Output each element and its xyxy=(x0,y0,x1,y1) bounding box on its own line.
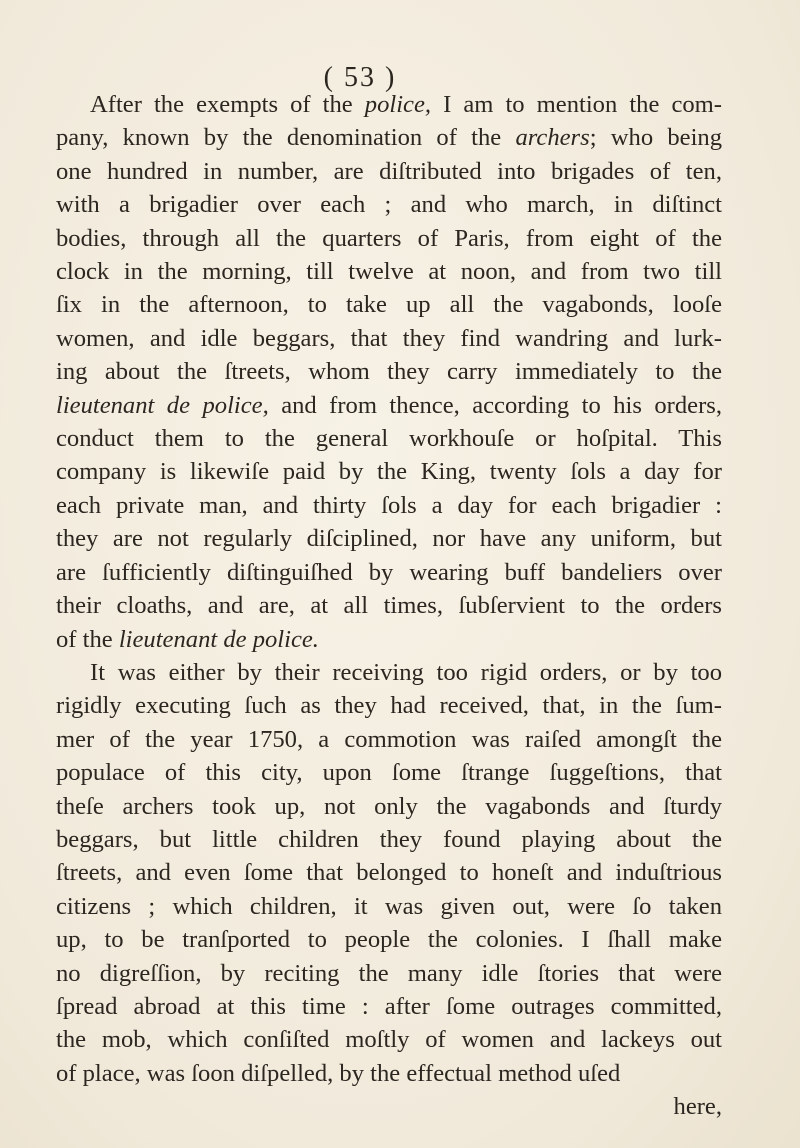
text-run: mer of the year 1750, a commotion was raiſed amongſt the xyxy=(56,725,722,753)
text-line xyxy=(56,422,722,455)
text-line xyxy=(56,255,722,288)
text-run: conduct them to the general workhouſe or hoſpital. This xyxy=(56,425,722,453)
text-line xyxy=(56,990,722,1023)
text-line xyxy=(56,88,722,121)
text-line xyxy=(56,355,722,388)
text-line xyxy=(56,589,722,622)
text-line xyxy=(56,1057,722,1090)
text-run: no digreſſion, by reciting the many idle ſtories that were xyxy=(56,959,722,987)
text-run: I am to mention the com- xyxy=(431,91,722,118)
page-number: ( 53 ) xyxy=(323,62,397,93)
text-line xyxy=(56,790,722,823)
text-run: After the exempts of the xyxy=(90,91,365,118)
text-line xyxy=(56,923,722,956)
text-line xyxy=(56,689,722,722)
text-line xyxy=(56,455,722,488)
text-line xyxy=(56,522,722,555)
text-line xyxy=(56,288,722,321)
text-run: clock in the morning, till twelve at noon, and from two till xyxy=(56,258,722,286)
text-run: and from thence, according to his orders, xyxy=(268,391,722,419)
text-run: ſtreets, and even ſome that belonged to honeſt and induſtrious xyxy=(56,859,722,887)
text-run: of the xyxy=(56,625,119,653)
text-run: pany, known by the denomination of the xyxy=(56,124,516,152)
text-line xyxy=(56,823,722,856)
text-run: populace of this city, upon ſome ſtrange ſuggeſtions, that xyxy=(56,759,722,787)
text-run: with a brigadier over each ; and who march, in diſtinct xyxy=(56,191,722,219)
text-line xyxy=(56,623,722,656)
text-run: theſe archers took up, not only the vagabonds and ſturdy xyxy=(56,792,722,820)
text-run: each private man, and thirty ſols a day for each brigadier : xyxy=(56,491,722,519)
text-line xyxy=(56,489,722,522)
italic-run: lieutenant de police, xyxy=(56,391,269,419)
text-line xyxy=(56,856,722,889)
text-run: the mob, which conſiſted moſtly of women and lackeys out xyxy=(56,1026,722,1054)
text-run: are ſufficiently diſtinguiſhed by wearing buff bandeliers over xyxy=(56,558,722,586)
text-line xyxy=(56,322,722,355)
text-line xyxy=(56,556,722,589)
text-run: women, and idle beggars, that they find wandring and lurk- xyxy=(56,324,722,352)
italic-run: archers xyxy=(515,124,590,152)
text-run: ſpread abroad at this time : after ſome outrages committed, xyxy=(56,992,722,1020)
text-run: of place, was ſoon diſpelled, by the effectual method uſed xyxy=(56,1059,621,1087)
text-line xyxy=(56,389,722,422)
text-line xyxy=(56,121,722,154)
text-run: they are not regularly diſciplined, nor have any uniform, but xyxy=(56,525,722,553)
text-run: company is likewiſe paid by the King, twenty ſols a day for xyxy=(56,458,722,486)
italic-run: lieutenant de police. xyxy=(118,625,319,653)
text-line xyxy=(56,222,722,255)
body-text xyxy=(56,88,722,1124)
text-run: ſix in the afternoon, to take up all the vagabonds, looſe xyxy=(56,291,722,319)
text-run: one hundred in number, are diſtributed into brigades of ten, xyxy=(56,157,722,185)
text-run: ; who being xyxy=(589,124,723,152)
text-line xyxy=(56,1023,722,1056)
text-line xyxy=(56,155,722,188)
text-run: ing about the ſtreets, whom they carry immediately to the xyxy=(56,358,722,386)
text-line xyxy=(56,723,722,756)
text-run: bodies, through all the quarters of Paris, from eight of the xyxy=(56,224,722,252)
text-run: their cloaths, and are, at all times, ſubſervient to the orders xyxy=(56,592,722,620)
text-run: beggars, but little children they found playing about the xyxy=(56,825,722,853)
text-run: up, to be tranſported to people the colonies. I ſhall make xyxy=(56,926,722,954)
italic-run: police, xyxy=(364,91,432,118)
text-line xyxy=(56,188,722,221)
text-run: citizens ; which children, it was given out, were ſo taken xyxy=(56,892,722,920)
text-run: rigidly executing ſuch as they had received, that, in the ſum- xyxy=(56,692,722,720)
text-line xyxy=(56,890,722,923)
text-line xyxy=(56,957,722,990)
text-line xyxy=(56,656,722,689)
text-run: It was either by their receiving too rigid orders, or by too xyxy=(90,658,722,686)
text-line xyxy=(56,756,722,789)
catchword: here, xyxy=(673,1093,722,1121)
